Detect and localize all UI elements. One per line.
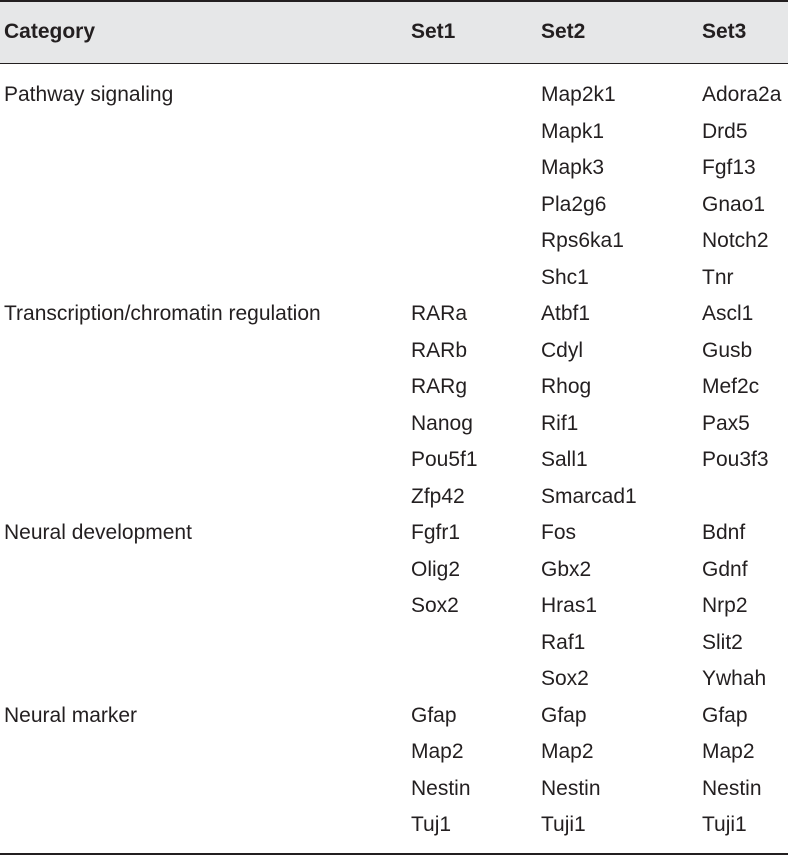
table-header xyxy=(0,0,788,63)
category-cell: Neural development xyxy=(4,521,192,544)
set3-gene-cell: Ywhah xyxy=(702,667,767,690)
category-cell: Transcription/chromatin regulation xyxy=(4,302,321,325)
category-cell: Neural marker xyxy=(4,703,138,727)
set1-gene-cell: Gfap xyxy=(411,703,457,727)
category-cell: Pathway signaling xyxy=(4,83,174,106)
set2-gene-cell: Sall1 xyxy=(541,448,588,471)
header-set2: Set2 xyxy=(541,20,586,43)
set2-gene-cell: Gbx2 xyxy=(541,557,592,581)
set1-gene-cell: RARg xyxy=(411,375,468,398)
set2-gene-cell: Rps6ka1 xyxy=(541,229,624,252)
header-category: Category xyxy=(4,20,96,43)
set2-gene-cell: Pla2g6 xyxy=(541,192,607,216)
set3-gene-cell: Fgf13 xyxy=(702,156,756,179)
set3-gene-cell: Bdnf xyxy=(702,521,746,544)
set3-gene-cell: Notch2 xyxy=(702,229,769,252)
set2-gene-cell: Cdyl xyxy=(541,338,584,362)
set1-gene-cell: Map2 xyxy=(411,740,464,763)
set2-gene-cell: Sox2 xyxy=(541,667,589,690)
set2-gene-cell: Map2 xyxy=(541,740,594,763)
set3-gene-cell: Gnao1 xyxy=(702,192,766,216)
header-rule xyxy=(0,63,788,64)
header-set1: Set1 xyxy=(411,20,456,43)
set2-gene-cell: Gfap xyxy=(541,703,587,727)
set1-gene-cell: Fgfr1 xyxy=(411,521,461,544)
set2-gene-cell: Rif1 xyxy=(541,411,579,435)
set2-gene-cell: Map2k1 xyxy=(541,83,616,106)
set1-gene-cell: Nanog xyxy=(411,411,473,435)
set3-gene-cell: Adora2a xyxy=(702,83,782,106)
header-set3: Set3 xyxy=(702,20,747,43)
set2-gene-cell: Mapk1 xyxy=(541,119,605,143)
set3-gene-cell: Nrp2 xyxy=(702,594,748,617)
set1-gene-cell: Tuj1 xyxy=(411,813,452,836)
bottom-rule xyxy=(0,853,788,855)
set3-gene-cell: Tnr xyxy=(702,265,734,289)
set2-gene-cell: Smarcad1 xyxy=(541,484,637,508)
set1-gene-cell: RARa xyxy=(411,302,468,325)
set2-gene-cell: Nestin xyxy=(541,776,601,800)
set3-gene-cell: Gdnf xyxy=(702,557,748,581)
set2-gene-cell: Mapk3 xyxy=(541,156,605,179)
set3-gene-cell: Mef2c xyxy=(702,375,760,398)
set3-gene-cell: Nestin xyxy=(702,776,762,800)
set3-gene-cell: Pax5 xyxy=(702,411,750,435)
set1-gene-cell: Sox2 xyxy=(411,594,459,617)
set1-gene-cell: Nestin xyxy=(411,776,471,800)
set2-gene-cell: Rhog xyxy=(541,375,592,398)
set3-gene-cell: Slit2 xyxy=(702,630,743,654)
set2-gene-cell: Hras1 xyxy=(541,594,598,617)
set2-gene-cell: Raf1 xyxy=(541,630,586,654)
set2-gene-cell: Tuji1 xyxy=(541,813,586,836)
set1-gene-cell: RARb xyxy=(411,338,468,362)
set3-gene-cell: Tuji1 xyxy=(702,813,747,836)
set2-gene-cell: Atbf1 xyxy=(541,302,591,325)
set3-gene-cell: Gfap xyxy=(702,703,748,727)
set3-gene-cell: Pou3f3 xyxy=(702,448,769,471)
set3-gene-cell: Ascl1 xyxy=(702,302,754,325)
set3-gene-cell: Map2 xyxy=(702,740,755,763)
set1-gene-cell: Pou5f1 xyxy=(411,448,478,471)
set2-gene-cell: Fos xyxy=(541,521,577,544)
set3-gene-cell: Drd5 xyxy=(702,119,748,143)
set1-gene-cell: Zfp42 xyxy=(411,484,465,508)
set3-gene-cell: Gusb xyxy=(702,338,753,362)
set1-gene-cell: Olig2 xyxy=(411,557,461,581)
set2-gene-cell: Shc1 xyxy=(541,265,589,289)
